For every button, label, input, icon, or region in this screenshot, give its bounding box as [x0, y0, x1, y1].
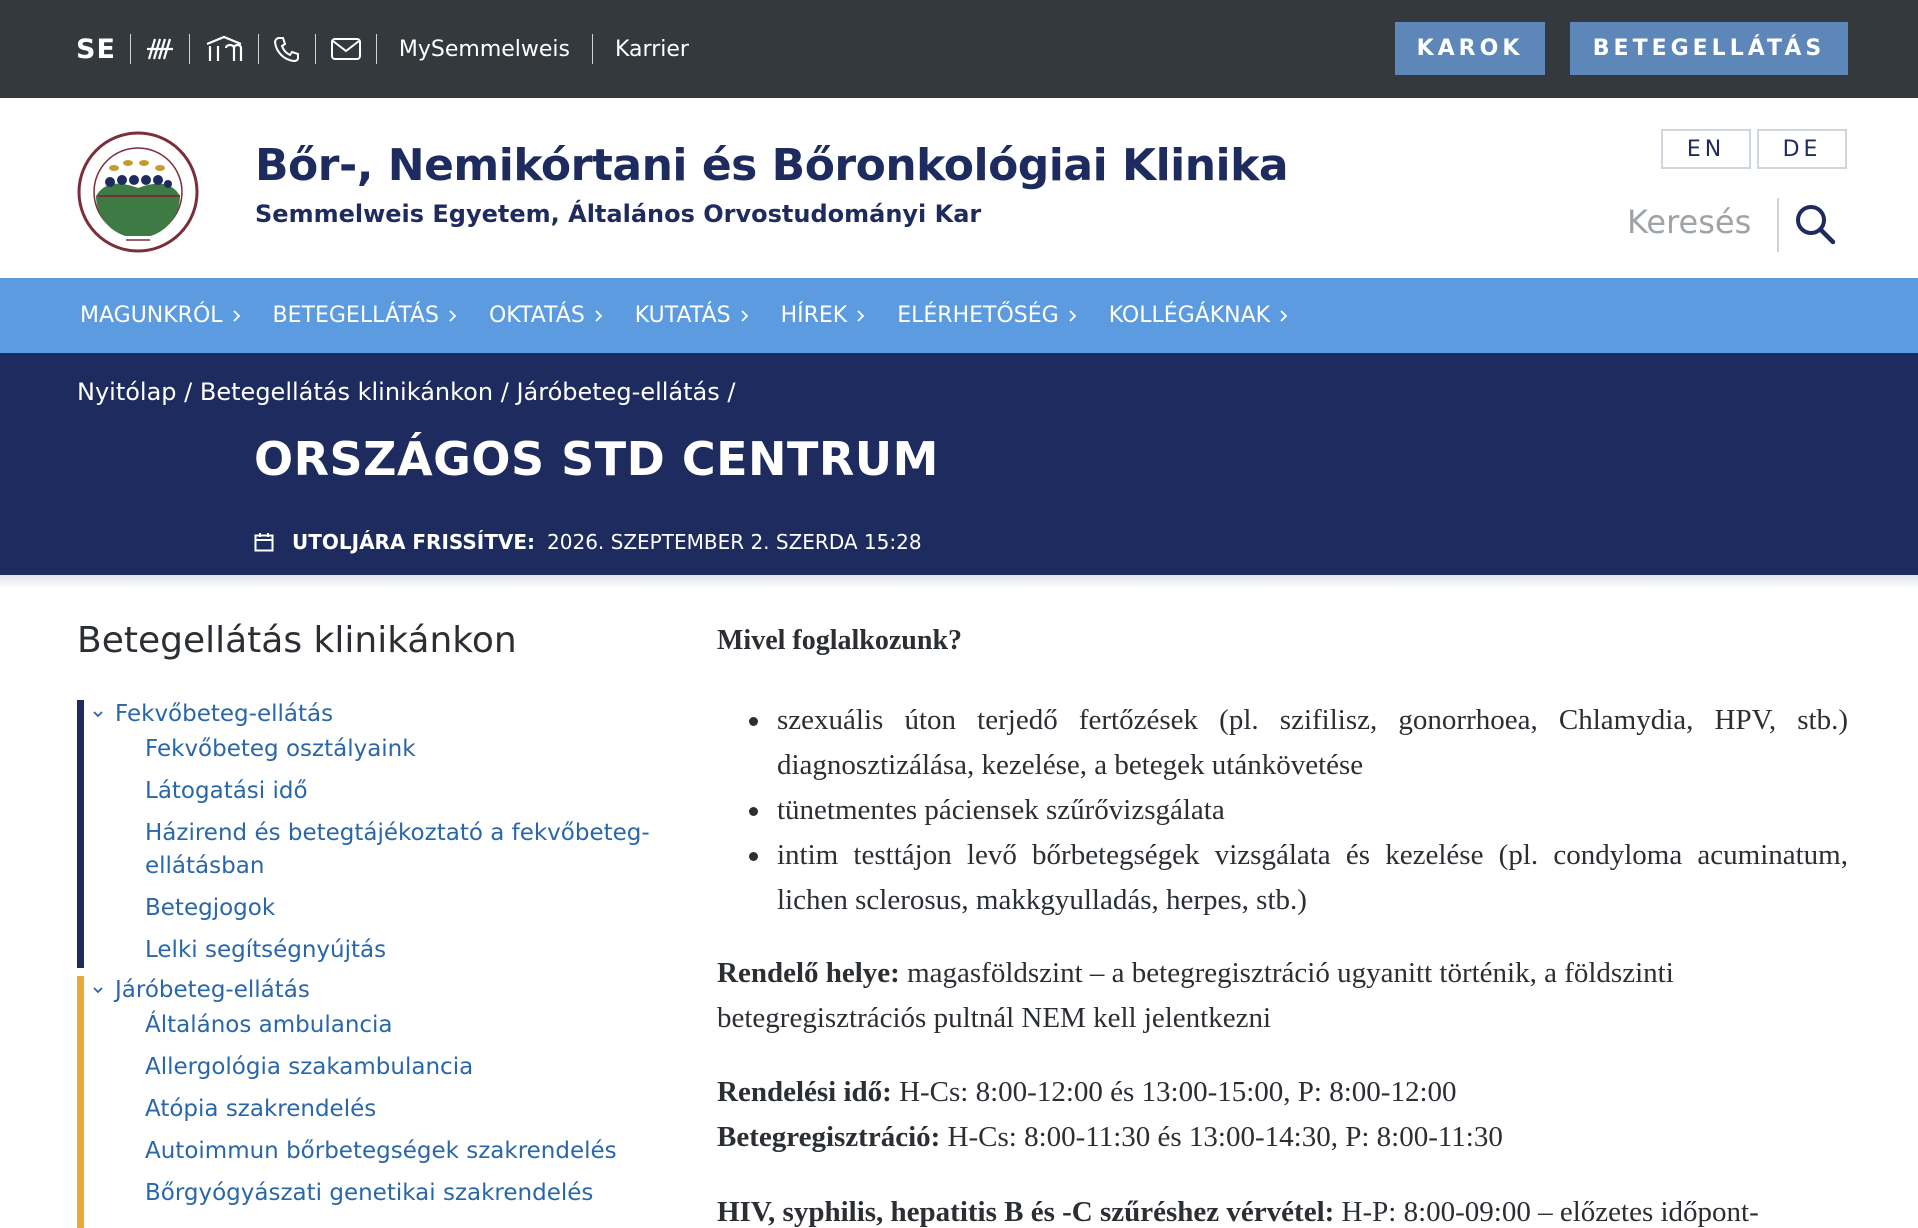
sidebar-item-betegjogok[interactable]: Betegjogok [145, 895, 276, 921]
site-title[interactable]: Bőr-, Nemikórtani és Bőronkológiai Klinika [255, 140, 1289, 191]
nav-item-label: KOLLÉGÁKNAK [1108, 303, 1271, 328]
chevron-right-icon [231, 310, 243, 322]
mysemmelweis-link[interactable]: MySemmelweis [398, 36, 571, 62]
sidebar-item-lelki-segitseg[interactable]: Lelki segítségnyújtás [145, 937, 387, 963]
registration-text: H-Cs: 8:00-11:30 és 13:00-14:30, P: 8:00-11:30 [940, 1121, 1503, 1153]
chevron-right-icon [1278, 310, 1290, 322]
registration-label: Betegregisztráció: [717, 1121, 941, 1153]
sidebar-item-altalanos-ambulancia[interactable]: Általános ambulancia [145, 1012, 393, 1038]
sidebar-item-fekvobeteg-osztalyaink[interactable]: Fekvőbeteg osztályaink [145, 736, 416, 762]
chevron-right-icon [855, 310, 867, 322]
chevron-right-icon [593, 310, 605, 322]
location-text: magasföldszint – a betegregisztráció ugyanitt történik, a földszinti betegregisztrációs pultnál NEM kell jelentkezni [717, 957, 1674, 1034]
sidebar-item-hazirend[interactable]: Házirend és betegtájékoztató a fekvőbeteg-ellátásban [145, 820, 650, 879]
list-item [717, 833, 1848, 923]
hero-shadow [0, 575, 1918, 589]
nav-item-hirek[interactable] [781, 303, 868, 328]
chevron-right-icon [739, 310, 751, 322]
nav-item-label: ELÉRHETŐSÉG [897, 303, 1059, 328]
nav-item-label: BETEGELLÁTÁS [272, 303, 439, 328]
calendar-icon [254, 532, 274, 552]
nav-item-oktatas[interactable] [489, 303, 605, 328]
betegellatas-button[interactable]: BETEGELLÁTÁS [1570, 22, 1848, 75]
nav-item-label: OKTATÁS [488, 303, 585, 328]
last-updated-label: UTOLJÁRA FRISSÍTVE: [292, 530, 536, 554]
sidebar-group-label: Járóbeteg-ellátás [115, 977, 310, 1003]
site-subtitle: Semmelweis Egyetem, Általános Orvostudományi Kar [255, 200, 982, 228]
karok-button[interactable]: KAROK [1395, 22, 1545, 75]
hours-text: H-Cs: 8:00-12:00 és 13:00-15:00, P: 8:00-12:00 [891, 1076, 1457, 1108]
divider [1777, 198, 1779, 252]
clinic-logo[interactable] [76, 130, 200, 254]
phone-icon[interactable] [259, 0, 315, 98]
last-updated [254, 530, 922, 554]
sidebar-item-genetikai[interactable]: Bőrgyógyászati genetikai szakrendelés [145, 1180, 594, 1206]
breadcrumb-jarobeteg[interactable]: Járóbeteg-ellátás [516, 378, 720, 406]
list-item-text: tünetmentes páciensek szűrővizsgálata [777, 794, 1225, 826]
sidebar-item-autoimmun[interactable]: Autoimmun bőrbetegségek szakrendelés [145, 1138, 617, 1164]
se-logo-link[interactable]: SE [76, 33, 116, 65]
list-item [717, 788, 1848, 833]
list-item-text: intim testtájon levő bőrbetegségek vizsgálata és kezelése (pl. condyloma acuminatum, lichen sclerosus, makkgyulladás, herpes, stb.) [777, 839, 1848, 916]
hours-label: Rendelési idő: [717, 1076, 892, 1108]
bullet [749, 717, 758, 726]
sidebar-group-bar [77, 976, 84, 1228]
sidebar-item-allergologia[interactable]: Allergológia szakambulancia [145, 1054, 474, 1080]
last-updated-value: 2026. SZEPTEMBER 2. SZERDA 15:28 [547, 530, 922, 554]
nav-item-kollegaknak[interactable] [1109, 303, 1290, 328]
blood-test-text: H-P: 8:00-09:00 – előzetes időpont- [1334, 1196, 1759, 1228]
sidebar-title: Betegellátás klinikánkon [77, 620, 517, 661]
chevron-right-icon [1067, 310, 1079, 322]
nav-item-label: MAGUNKRÓL [80, 303, 223, 328]
list-item-text: szexuális úton terjedő fertőzések (pl. szifilisz, gonorrhoea, Chlamydia, HPV, stb.) diagnosztizálása, kezelése, a betegek utánkövetése [777, 704, 1848, 781]
blood-test-label: HIV, syphilis, hepatitis B és -C szűréshez vérvétel: [717, 1196, 1335, 1228]
top-utility-links [76, 0, 711, 98]
karrier-link[interactable]: Karrier [615, 36, 689, 62]
breadcrumb-separator: / [500, 378, 509, 406]
top-utility-bar [0, 0, 1918, 98]
nav-item-label: HÍREK [780, 303, 848, 328]
library-icon[interactable] [131, 0, 189, 98]
sidebar-group-toggle[interactable] [91, 701, 333, 727]
breadcrumb [77, 378, 735, 406]
sidebar-item-atopia[interactable]: Atópia szakrendelés [145, 1096, 377, 1122]
page-title: ORSZÁGOS STD CENTRUM [254, 432, 939, 486]
location-paragraph [717, 951, 1848, 1041]
sidebar-group-label: Fekvőbeteg-ellátás [115, 701, 334, 727]
nav-item-label: KUTATÁS [634, 303, 731, 328]
nav-item-magunkrol[interactable] [80, 303, 243, 328]
nav-item-kutatas[interactable] [635, 303, 751, 328]
location-label: Rendelő helye: [717, 957, 900, 989]
sidebar-item-latogatasi-ido[interactable]: Látogatási idő [145, 778, 308, 804]
bullet [749, 852, 758, 861]
services-list [717, 698, 1848, 923]
sidebar-group-toggle[interactable] [91, 977, 310, 1003]
content-heading: Mivel foglalkozunk? [717, 625, 963, 656]
nav-item-betegellatas[interactable] [273, 303, 459, 328]
breadcrumb-separator: / [184, 378, 193, 406]
breadcrumb-betegellatas[interactable]: Betegellátás klinikánkon [199, 378, 494, 406]
chevron-right-icon [447, 310, 459, 322]
hours-paragraph [717, 1070, 1848, 1160]
lang-de-button[interactable]: DE [1757, 129, 1847, 169]
bullet [749, 807, 758, 816]
breadcrumb-home[interactable]: Nyitólap [77, 378, 177, 406]
nav-item-elerhetoseg[interactable] [897, 303, 1078, 328]
blood-test-paragraph [717, 1190, 1877, 1228]
sidebar-group-bar [77, 700, 84, 968]
search-input[interactable]: Keresés [1627, 203, 1752, 241]
main-navigation [0, 278, 1918, 353]
chevron-down-icon [91, 983, 105, 997]
breadcrumb-separator: / [727, 378, 736, 406]
search-icon[interactable] [1793, 202, 1837, 246]
list-item [717, 698, 1848, 788]
mail-icon[interactable] [316, 0, 376, 98]
museum-icon[interactable] [190, 0, 258, 98]
chevron-down-icon [91, 707, 105, 721]
lang-en-button[interactable]: EN [1661, 129, 1751, 169]
